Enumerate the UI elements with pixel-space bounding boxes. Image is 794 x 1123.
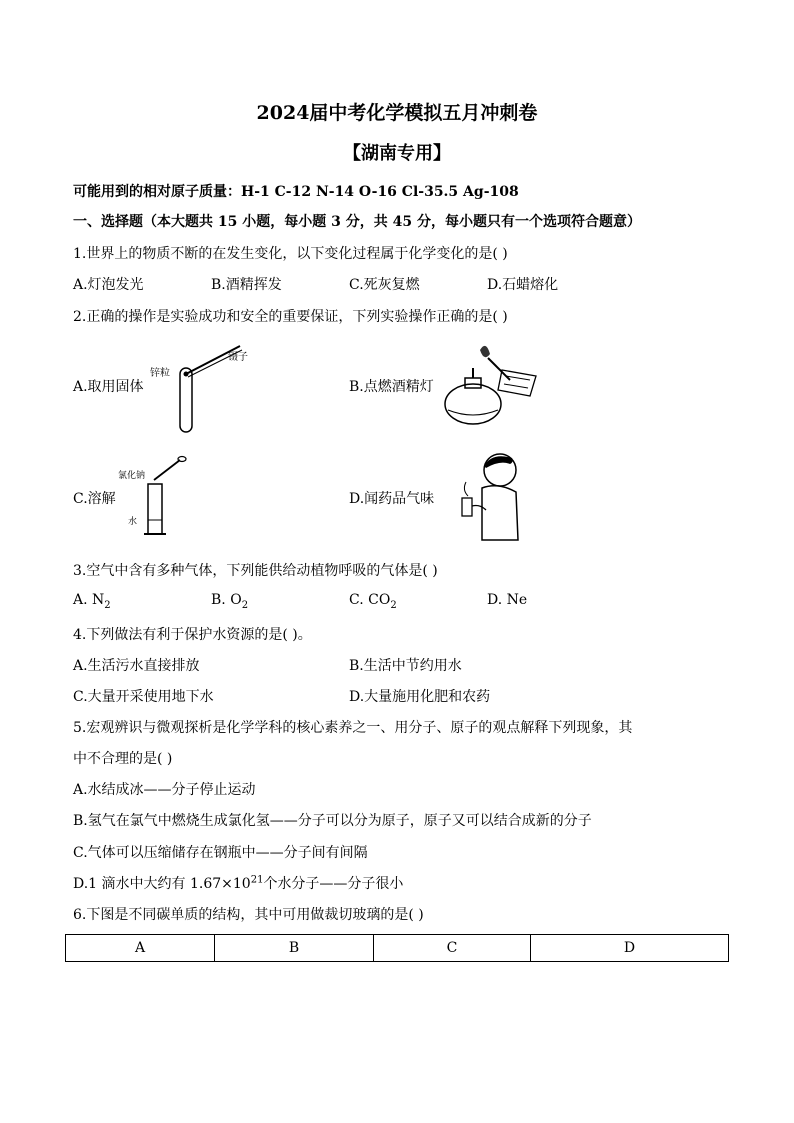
q6-col-b[interactable]: B: [215, 935, 374, 962]
q2-stem: 2.正确的操作是实验成功和安全的重要保证，下列实验操作正确的是( ): [73, 309, 508, 325]
cylinder-dissolve-figure: [118, 452, 198, 537]
q5-stem-line1: 5.宏观辨识与微观探析是化学学科的核心素养之一、用分子、原子的观点解释下列现象，其: [73, 720, 633, 736]
q5-option-c[interactable]: C.气体可以压缩储存在钢瓶中——分子间有间隔: [73, 845, 368, 861]
alcohol-lamp-figure: [440, 340, 550, 432]
q2-option-b[interactable]: B.点燃酒精灯: [349, 379, 434, 395]
q4-option-d[interactable]: D.大量施用化肥和农药: [349, 689, 491, 705]
tweezers-test-tube-figure: [148, 338, 258, 438]
label-particle: 锌粒: [150, 368, 170, 379]
q1-option-c[interactable]: C.死灰复燃: [349, 277, 420, 293]
q5-option-a[interactable]: A.水结成冰——分子停止运动: [73, 782, 256, 798]
q5-stem-line2: 中不合理的是( ): [73, 751, 173, 767]
q3-option-d[interactable]: D. Ne: [487, 592, 528, 608]
q5-option-b[interactable]: B.氢气在氯气中燃烧生成氯化氢——分子可以分为原子，原子又可以结合成新的分子: [73, 813, 592, 829]
atomic-masses: 可能用到的相对原子质量：H-1 C-12 N-14 O-16 Cl-35.5 Ag-108: [73, 184, 519, 200]
q6-col-c[interactable]: C: [374, 935, 531, 962]
q5-option-d[interactable]: D.1 滴水中大约有 $1.67\times 10^{21}$个水分子——分子很小: [73, 874, 404, 892]
q1-option-d[interactable]: D.石蜡熔化: [487, 277, 559, 293]
q3-option-a[interactable]: A. $N_2$: [73, 592, 111, 611]
q6-col-d[interactable]: D: [531, 935, 729, 962]
q1-option-b[interactable]: B.酒精挥发: [211, 277, 282, 293]
page-subtitle: 【湖南专用】: [343, 143, 451, 164]
section-heading: 一、选择题（本大题共 15 小题，每小题 3 分，共 45 分，每小题只有一个选项符合题意）: [73, 214, 641, 230]
q6-stem: 6.下图是不同碳单质的结构，其中可用做裁切玻璃的是( ): [73, 907, 424, 923]
q4-option-b[interactable]: B.生活中节约用水: [349, 658, 462, 674]
smell-experiment-figure: [452, 448, 528, 544]
label-water: 水: [128, 517, 138, 527]
label-tweezers: 镊子: [228, 352, 248, 363]
q3-stem: 3.空气中含有多种气体，下列能供给动植物呼吸的气体是( ): [73, 563, 438, 579]
q4-option-c[interactable]: C.大量开采使用地下水: [73, 689, 214, 705]
q3-option-c[interactable]: C. $CO_2$: [349, 592, 397, 611]
label-salt: 氯化钠: [118, 471, 146, 481]
q4-stem: 4.下列做法有利于保护水资源的是( )。: [73, 627, 312, 643]
page-title: 2024届中考化学模拟五月冲刺卷: [256, 102, 538, 124]
q3-option-b[interactable]: B. $O_2$: [211, 592, 249, 611]
q2-option-a[interactable]: A.取用固体: [73, 379, 144, 395]
q4-option-a[interactable]: A.生活污水直接排放: [73, 658, 200, 674]
q1-stem: 1.世界上的物质不断的在发生变化，以下变化过程属于化学变化的是( ): [73, 246, 508, 262]
q2-option-c[interactable]: C.溶解: [73, 491, 116, 507]
q6-col-a[interactable]: A: [66, 935, 215, 962]
q1-option-a[interactable]: A.灯泡发光: [73, 277, 144, 293]
q6-options-table: [65, 934, 729, 962]
q2-option-d[interactable]: D.闻药品气味: [349, 491, 435, 507]
